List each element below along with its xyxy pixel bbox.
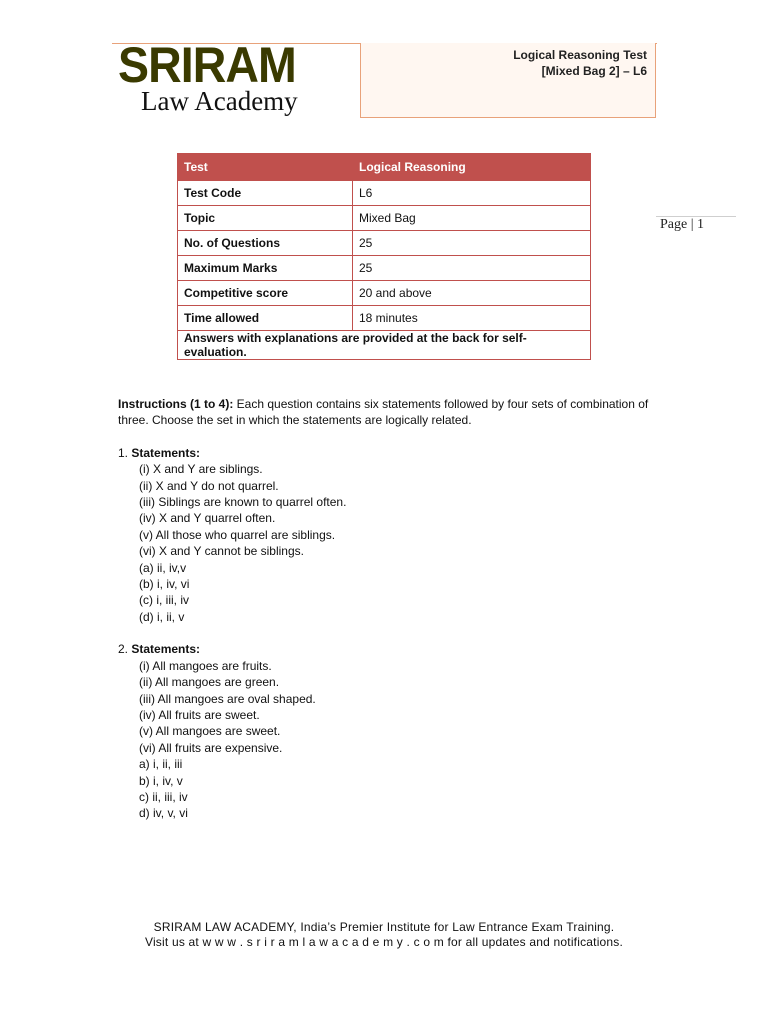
question-body bbox=[118, 396, 658, 822]
answer-option: c) ii, iii, iv bbox=[139, 789, 188, 804]
table-key: Test Code bbox=[178, 181, 353, 206]
question-number: 2. bbox=[118, 642, 129, 657]
table-row bbox=[178, 281, 591, 306]
table-value: L6 bbox=[353, 181, 591, 206]
footer-line1: SRIRAM LAW ACADEMY, India’s Premier Institute for Law Entrance Exam Training. bbox=[153, 920, 615, 934]
statement: (vi) All fruits are expensive. bbox=[139, 740, 283, 755]
answer-option: (d) i, ii, v bbox=[139, 609, 185, 624]
instructions-text: Each question contains six statements followed by four sets of combination of three. Choose the set in which the statements are logically related. bbox=[118, 397, 649, 428]
statement: (i) All mangoes are fruits. bbox=[139, 658, 272, 673]
table-row bbox=[178, 181, 591, 206]
table-key: Competitive score bbox=[178, 281, 353, 306]
table-key: Time allowed bbox=[178, 306, 353, 331]
statement: (iii) All mangoes are oval shaped. bbox=[139, 691, 316, 706]
question-heading-label: Statements: bbox=[131, 642, 201, 657]
answer-option: b) i, iv, v bbox=[139, 773, 183, 788]
statement: (ii) X and Y do not quarrel. bbox=[139, 478, 279, 493]
instructions-label: Instructions (1 to 4): bbox=[118, 397, 234, 411]
answer-option: (c) i, iii, iv bbox=[139, 593, 189, 608]
statement: (iv) All fruits are sweet. bbox=[139, 707, 260, 722]
table-note: Answers with explanations are provided at the back for self-evaluation. bbox=[178, 331, 591, 360]
table-header-row bbox=[178, 154, 591, 181]
table-row bbox=[178, 306, 591, 331]
page-number: Page | 1 bbox=[660, 217, 705, 232]
table-value: 20 and above bbox=[353, 281, 591, 306]
table-key: Maximum Marks bbox=[178, 256, 353, 281]
footer-line2: Visit us at w w w . s r i r a m l a w a c a d e m y . c o m for all updates and notifications. bbox=[144, 935, 624, 949]
answer-option: (b) i, iv, vi bbox=[139, 577, 190, 592]
answer-option: d) iv, v, vi bbox=[139, 806, 188, 821]
table-value: Mixed Bag bbox=[353, 206, 591, 231]
statement: (iv) X and Y quarrel often. bbox=[139, 511, 276, 526]
table-row bbox=[178, 256, 591, 281]
table-value: 25 bbox=[353, 256, 591, 281]
table-row bbox=[178, 206, 591, 231]
statement: (v) All mangoes are sweet. bbox=[139, 724, 281, 739]
test-title bbox=[513, 47, 647, 79]
table-value: 18 minutes bbox=[353, 306, 591, 331]
table-row bbox=[178, 231, 591, 256]
question-heading-label: Statements: bbox=[131, 445, 201, 460]
test-title-line2: [Mixed Bag 2] – L6 bbox=[541, 64, 647, 78]
statement: (iii) Siblings are known to quarrel often. bbox=[139, 495, 347, 510]
logo-subtitle: Law Academy bbox=[141, 86, 298, 116]
question-number: 1. bbox=[118, 445, 129, 460]
footer bbox=[0, 920, 768, 950]
question-heading bbox=[118, 445, 658, 461]
logo-title: SRIRAM bbox=[118, 37, 296, 93]
table-key: Topic bbox=[178, 206, 353, 231]
table-note-row bbox=[178, 331, 591, 360]
answer-option: (a) ii, iv,v bbox=[139, 560, 187, 575]
question-heading bbox=[118, 641, 658, 657]
statement: (i) X and Y are siblings. bbox=[139, 462, 263, 477]
statement: (ii) All mangoes are green. bbox=[139, 675, 280, 690]
instructions bbox=[118, 396, 658, 429]
table-key: No. of Questions bbox=[178, 231, 353, 256]
statement: (vi) X and Y cannot be siblings. bbox=[139, 544, 304, 559]
table-value: 25 bbox=[353, 231, 591, 256]
statement: (v) All those who quarrel are siblings. bbox=[139, 527, 336, 542]
test-info-table bbox=[177, 153, 591, 360]
table-header-cell: Test bbox=[178, 154, 353, 181]
table-header-cell: Logical Reasoning bbox=[353, 154, 591, 181]
header-title-box bbox=[360, 43, 656, 118]
test-title-line1: Logical Reasoning Test bbox=[513, 48, 647, 62]
answer-option: a) i, ii, iii bbox=[139, 757, 183, 772]
